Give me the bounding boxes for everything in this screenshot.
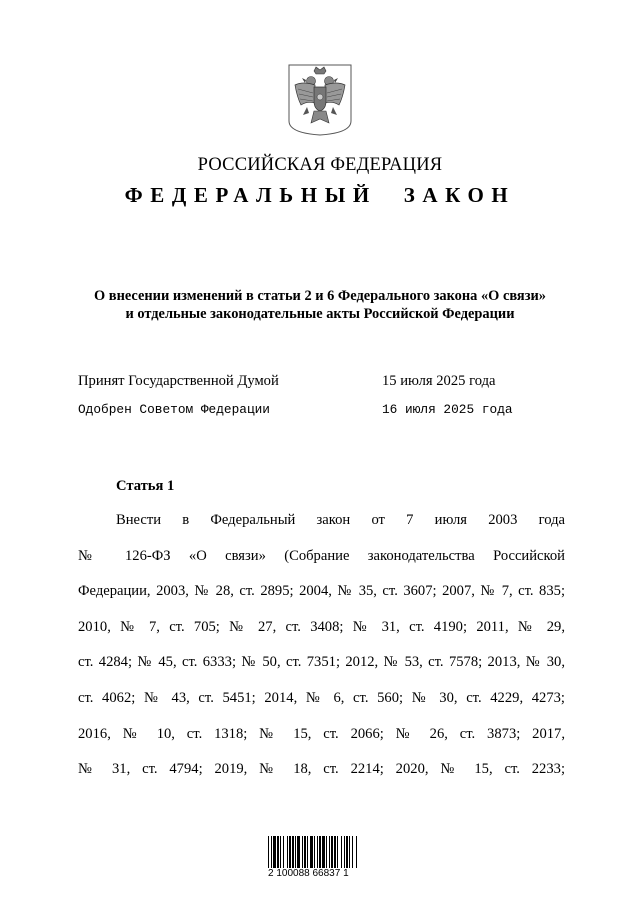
coat-of-arms-emblem <box>287 63 353 137</box>
duma-adoption-date: 15 июля 2025 года <box>382 373 496 389</box>
article-heading: Статья 1 <box>116 478 175 494</box>
article-line: Внести в Федеральный закон от 7 июля 2003 года <box>116 512 565 528</box>
article-line: № 126-ФЗ «О связи» (Собрание законодательства Российской <box>78 547 565 564</box>
article-line: ст. 4062; № 43, ст. 5451; 2014, № 6, ст. 560; № 30, ст. 4229, 4273; <box>78 689 565 706</box>
law-title-line-2: и отдельные законодательные акты Российской Федерации <box>125 306 515 322</box>
barcode-number: 2 100088 66837 1 <box>268 868 349 879</box>
document-barcode <box>268 828 378 878</box>
council-approval-label: Одобрен Советом Федерации <box>78 402 270 417</box>
article-body <box>78 509 565 794</box>
article-line: ст. 4284; № 45, ст. 6333; № 50, ст. 7351; 2012, № 53, ст. 7578; 2013, № 30, <box>78 654 565 671</box>
document-type-heading: ФЕДЕРАЛЬНЫЙ ЗАКОН <box>124 183 516 207</box>
country-name: РОССИЙСКАЯ ФЕДЕРАЦИЯ <box>197 155 443 175</box>
article-line: 2010, № 7, ст. 705; № 27, ст. 3408; № 31, ст. 4190; 2011, № 29, <box>78 618 565 635</box>
duma-adoption-label: Принят Государственной Думой <box>78 373 279 389</box>
law-title <box>40 287 600 323</box>
article-line: Федерации, 2003, № 28, ст. 2895; 2004, № 35, ст. 3607; 2007, № 7, ст. 835; <box>78 583 565 600</box>
article-line: № 31, ст. 4794; 2019, № 18, ст. 2214; 2020, № 15, ст. 2233; <box>78 761 565 778</box>
barcode-icon <box>268 836 376 868</box>
council-approval-date: 16 июля 2025 года <box>382 402 513 417</box>
article-line: 2016, № 10, ст. 1318; № 15, ст. 2066; № 26, ст. 3873; 2017, <box>78 725 565 742</box>
law-title-line-1: О внесении изменений в статьи 2 и 6 Федерального закона «О связи» <box>94 288 546 304</box>
